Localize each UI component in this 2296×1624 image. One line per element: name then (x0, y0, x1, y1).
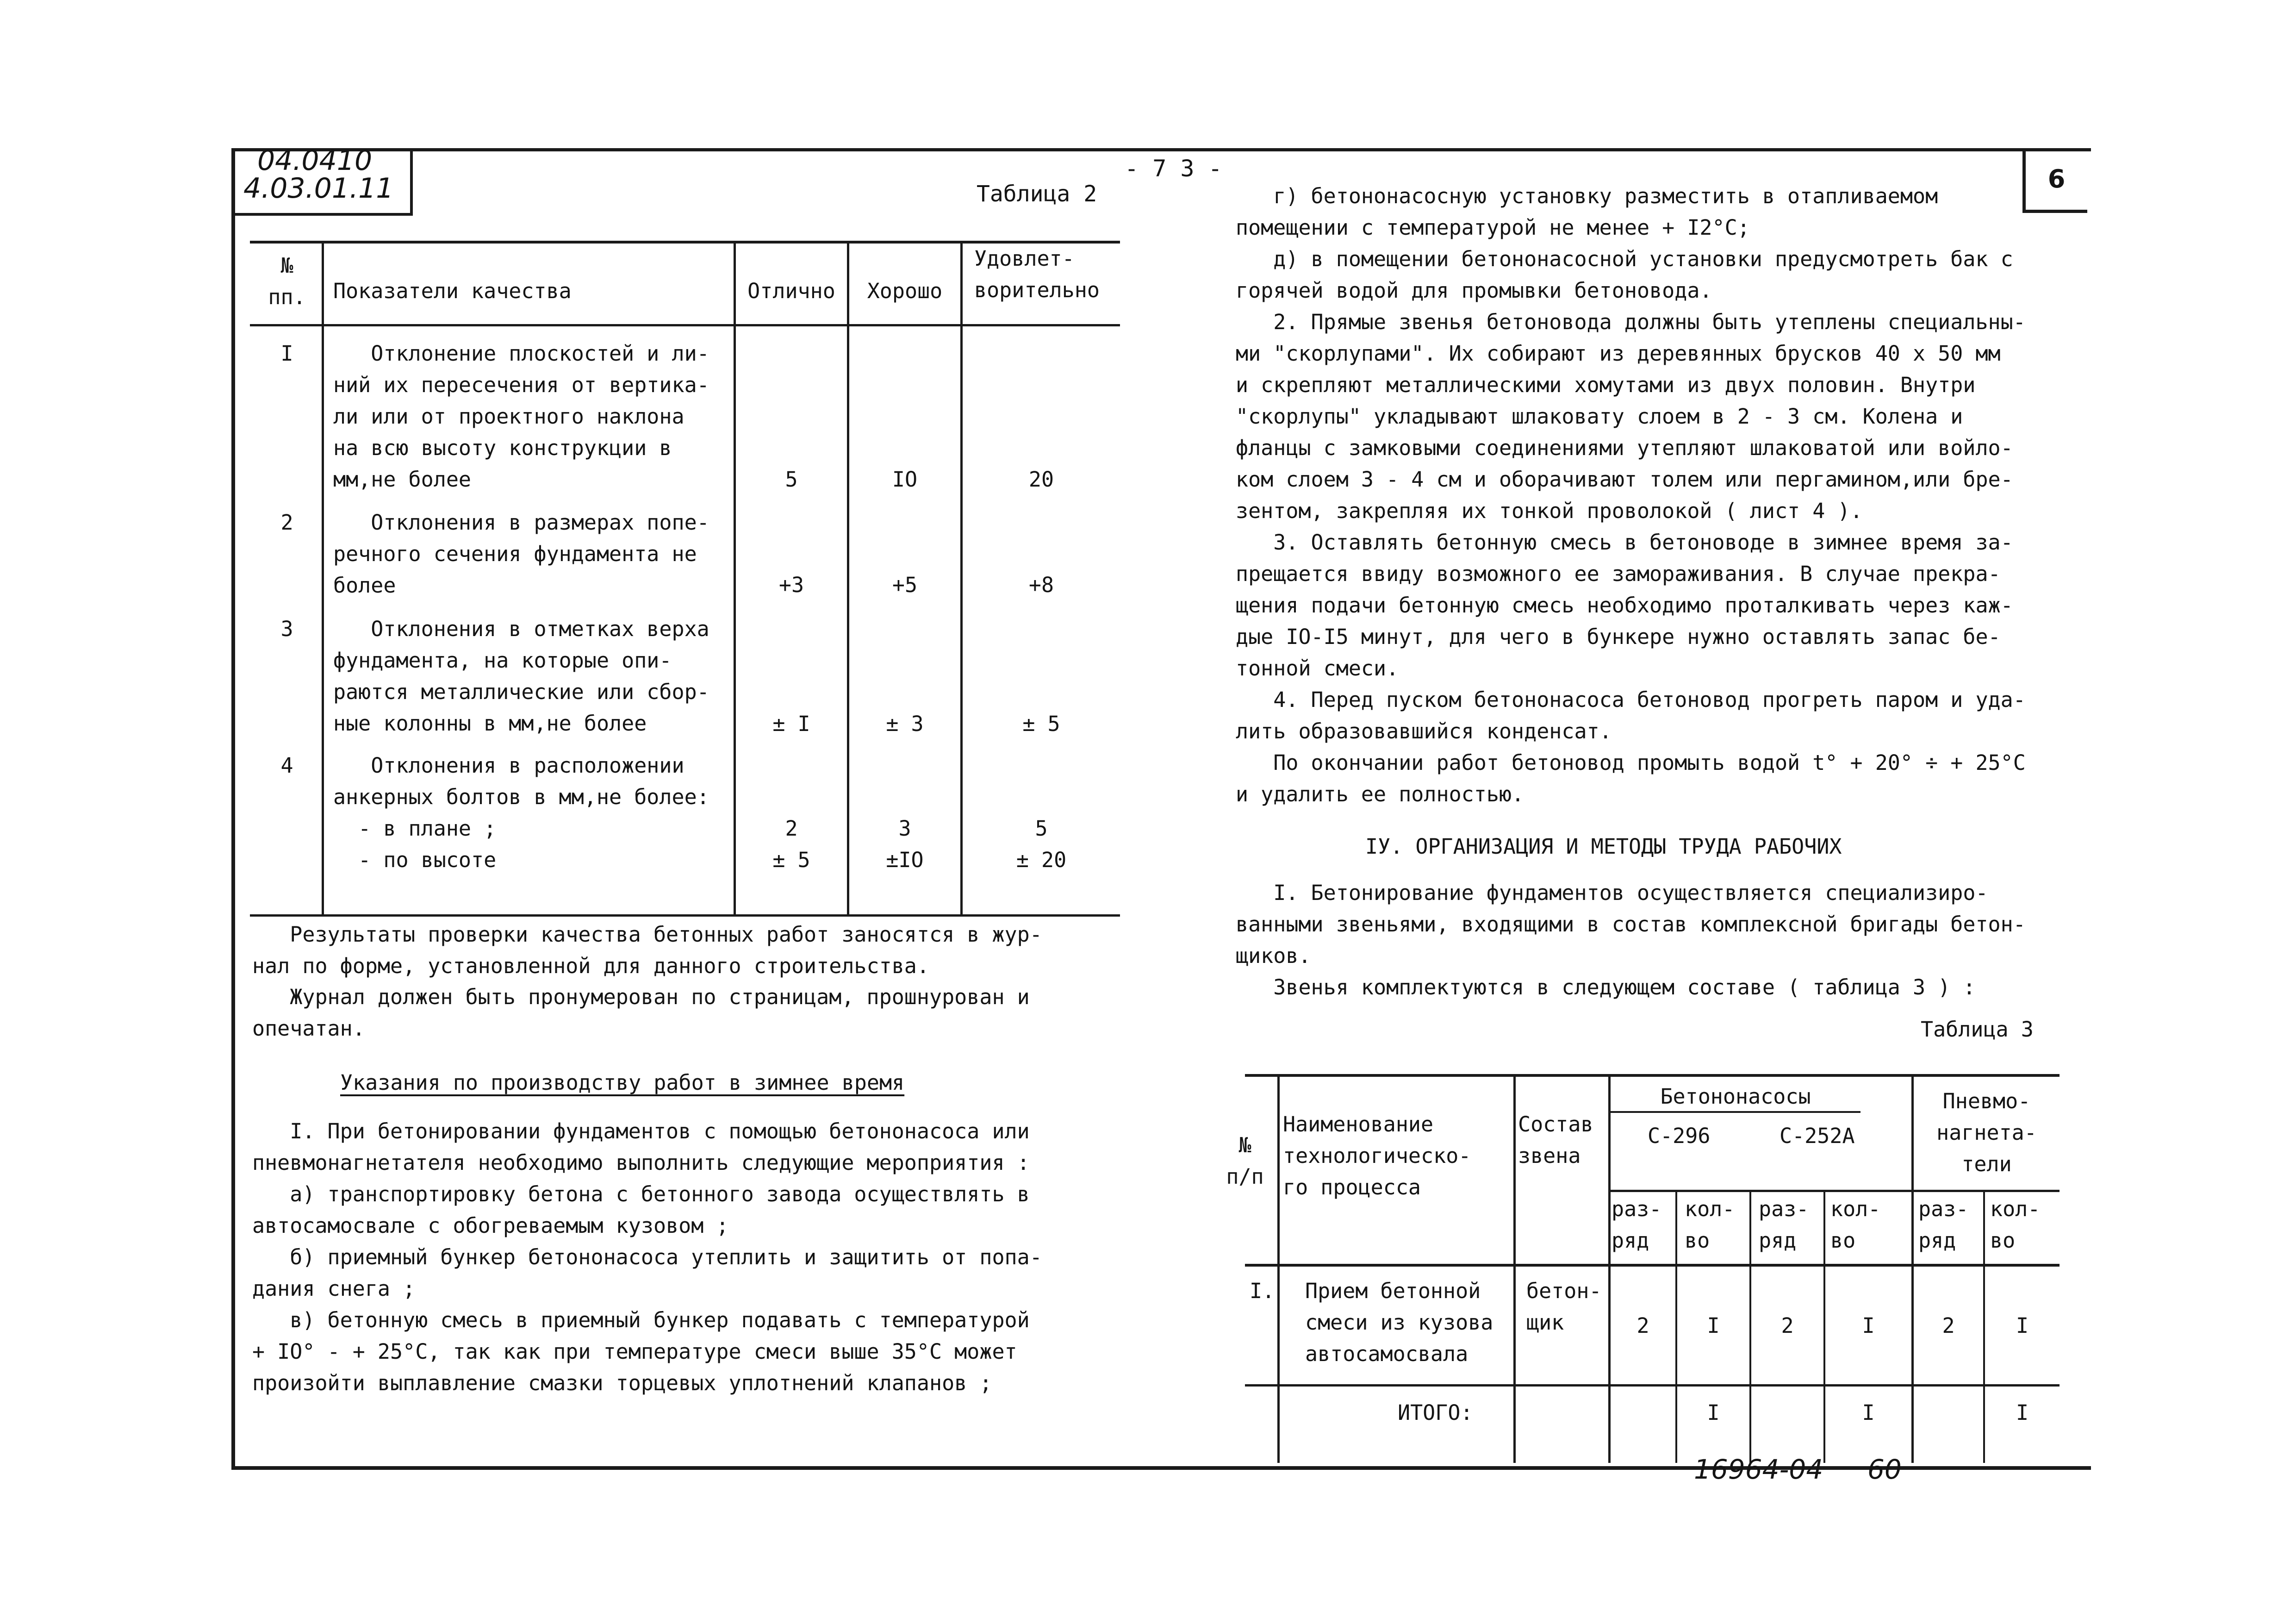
page-number: - 7 3 - (1125, 155, 1222, 182)
table2-caption: Таблица 2 (977, 181, 1097, 207)
table2-row3-satisfactory: ± 5 (1022, 712, 1060, 736)
footer-page: 60 (1867, 1454, 1902, 1485)
table2-row2-good: +5 (892, 573, 918, 597)
stamp-code-1: 04.0410 (257, 144, 373, 177)
table2-row4-excellent: 2 ± 5 (772, 816, 810, 872)
table3-header-pump1: С-296 (1648, 1124, 1711, 1148)
sheet-number: 6 (2022, 148, 2087, 213)
table2-row3-excellent: ± I (772, 712, 810, 736)
table2-row3-good: ± 3 (886, 712, 924, 736)
stamp-code-2: 4.03.01.11 (243, 172, 394, 205)
journal-numbering-paragraph: Журнал должен быть пронумерован по страницам, прошнурован и опечатан. (252, 985, 1030, 1041)
table2-row2-num: 2 (280, 510, 293, 535)
table3-row-crew: бетон- щик (1526, 1279, 1602, 1335)
table2-header-satisfactory: Удовлет- ворительно (974, 246, 1100, 302)
table3-header-crew: Состав звена (1518, 1112, 1593, 1168)
table2-row4-num: 4 (280, 753, 293, 778)
footer-doc-code: 16964-04 (1694, 1454, 1823, 1485)
table2-row2-satisfactory: +8 (1028, 573, 1054, 597)
table2-row4-satisfactory: 5 ± 20 (1016, 816, 1067, 872)
table3-header-grade-3: раз- ряд (1918, 1197, 1969, 1253)
table3-total-count-3: I (2016, 1400, 2029, 1425)
table2-row1-text: Отклонение плоскостей и ли- ний их пересечения от вертика- ли или от проектного наклона на всю высоту конструкции в мм,не более (333, 341, 709, 492)
table3-row-grade-1: 2 (1636, 1313, 1649, 1338)
table2-header-good: Хорошо (867, 279, 943, 303)
table3-caption: Таблица 3 (1921, 1017, 2034, 1042)
table3-row-num: I. (1250, 1279, 1275, 1303)
table2-row3-num: 3 (280, 617, 293, 641)
table3-header-pumps: Бетононасосы (1660, 1084, 1811, 1109)
table3-header-pump2: С-252А (1780, 1124, 1855, 1148)
section4-text: I. Бетонирование фундаментов осуществляется специализиро- ванными звеньями, входящими в состав комплексной бригады бетон- щиков. Звенья комплектуются в следующем составе ( таблица 3 ) : (1236, 881, 2026, 999)
table2-row4-text: Отклонения в расположении анкерных болтов в мм,не более: - в плане ; - по высоте (333, 753, 709, 872)
table3-row-process: Прием бетонной смеси из кузова автосамосвала (1305, 1279, 1493, 1366)
table2-row2-excellent: +3 (778, 573, 804, 597)
table3-header-count-1: кол- во (1685, 1197, 1735, 1253)
table2-header-excellent: Отлично (747, 279, 835, 303)
table3-header-pneumo: Пневмо- нагнета- тели (1936, 1089, 2037, 1176)
table3-header-count-3: кол- во (1990, 1197, 2041, 1253)
document-stamp (231, 144, 413, 216)
table3-header-count-2: кол- во (1830, 1197, 1881, 1253)
table3-total-label: ИТОГО: (1398, 1400, 1473, 1425)
table3-row-grade-3: 2 (1942, 1313, 1955, 1338)
table3-header-process: Наименование технологическо- го процесса (1283, 1112, 1471, 1199)
table2-row1-num: I (280, 341, 293, 366)
table2-row3-text: Отклонения в отметках верха фундамента, на которые опи- раются металлические или сбор- ные колонны в мм,не более (333, 617, 709, 736)
table2-header-indicator: Показатели качества (333, 279, 572, 303)
section4-heading: IУ. ОРГАНИЗАЦИЯ И МЕТОДЫ ТРУДА РАБОЧИХ (1365, 834, 1842, 859)
table3-header-num: № п/п (1226, 1133, 1264, 1189)
table2-row1-good: IO (892, 467, 918, 492)
table3-row-count-1: I (1707, 1313, 1720, 1338)
table2-row4-good: 3 ±IO (886, 816, 924, 872)
table3-row-grade-2: 2 (1781, 1313, 1794, 1338)
table3-total-count-2: I (1862, 1400, 1875, 1425)
table2-row1-satisfactory: 20 (1028, 467, 1054, 492)
table2-row2-text: Отклонения в размерах попе- речного сечения фундамента не более (333, 510, 709, 598)
table2-row1-excellent: 5 (785, 467, 798, 492)
table3-header-grade-1: раз- ряд (1612, 1197, 1662, 1253)
quality-journal-paragraph: Результаты проверки качества бетонных работ заносятся в жур- нал по форме, установленной для данного строительства. (252, 922, 1042, 978)
table3-row-count-2: I (1862, 1313, 1875, 1338)
table3-header-grade-2: раз- ряд (1759, 1197, 1809, 1253)
winter-works-heading: Указания по производству работ в зимнее время (340, 1070, 905, 1095)
table3-row-count-3: I (2016, 1313, 2029, 1338)
winter-works-text: I. При бетонировании фундаментов с помощью бетононасоса или пневмонагнетателя необходимо выполнить следующие мероприятия : а) транспортировку бетона с бетонного завода осуществлять в автосамосвале с обогреваемым кузовом ; б) приемный бункер бетононасоса утеплить и защитить от попа- дания снега ; в) бетонную смесь в приемный бункер подавать с температурой + IO° - + 25°С, так как при температуре смеси выше 35°С может произойти выплавление смазки торцевых уплотнений клапанов ; (252, 1119, 1042, 1395)
table2-header-num: № пп. (268, 253, 306, 309)
right-column-text: г) бетононасосную установку разместить в отапливаемом помещении с температурой не менее + I2°С; д) в помещении бетононасосной установки предусмотреть бак с горячей водой для промывки бетоновода. 2. Прямые звенья бетоновода должны быть утеплены специальны- ми "скорлупами". Их собирают из деревянных брусков 40 х 50 мм и скрепляют металлическими хомутами из двух половин. Внутри "скорлупы" укладывают шлаковату слоем в 2 - 3 см. Колена и фланцы с замковыми соединениями утепляют шлаковатой или войло- ком слоем 3 - 4 см и оборачивают толем или пергамином,или бре- зентом, закрепляя их тонкой проволокой ( лист 4 ). 3. Оставлять бетонную смесь в бетоноводе в зимнее время за- прещается ввиду возможного ее замораживания. В случае прекра- щения подачи бетонную смесь необходимо проталкивать через каж- дые IO-I5 минут, для чего в бункере нужно оставлять запас бе- тонной смеси. 4. Перед пуском бетононасоса бетоновод прогреть паром и уда- лить образовавшийся конденсат. По окончании работ бетоновод промыть водой t° + 20° ÷ + 25°С и удалить ее полностью. (1236, 184, 2026, 806)
table3-total-count-1: I (1707, 1400, 1720, 1425)
